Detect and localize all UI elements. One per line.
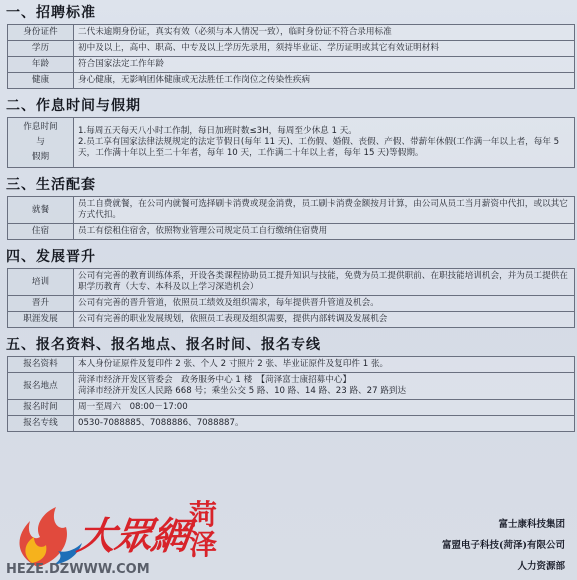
table-row <box>8 296 575 312</box>
key-line: 与 <box>36 137 45 147</box>
table-row <box>8 57 575 73</box>
row-value: 身心健康，无影响团体健康或无法胜任工作岗位之传染性疾病 <box>74 73 575 89</box>
table-row <box>8 25 575 41</box>
signature-group: 富士康科技集团 <box>498 519 565 530</box>
value-line: 0530-7088885、7088886、7088887。 <box>78 418 244 428</box>
section-title-recruitment-standards: 一、招聘标准 <box>6 5 96 21</box>
table-row <box>8 73 575 89</box>
value-line: 1.每周五天每天八小时工作制，每日加班时数≤3H，每周至少休息 1 天。 <box>78 126 357 136</box>
value-line: 菏泽市经济开发区人民路 668 号；乘坐公交 5 路、10 路、14 路、23 路、27 路到达 <box>78 386 407 396</box>
table-row <box>8 312 575 328</box>
table-row <box>8 357 575 373</box>
row-key: 报名专线 <box>8 416 74 432</box>
value-line: 菏泽市经济开发区管委会 政务服务中心 1 楼 【菏泽富士康招募中心】 <box>78 375 352 385</box>
row-key: 身份证件 <box>8 25 74 41</box>
row-key: 就餐 <box>8 197 74 224</box>
recruitment-standards-table <box>7 24 575 89</box>
row-value: 员工有偿租住宿舍，依照物业管理公司规定员工自行缴纳住宿费用 <box>74 224 575 240</box>
row-key: 报名时间 <box>8 400 74 416</box>
row-value: 符合国家法定工作年龄 <box>74 57 575 73</box>
row-value <box>74 373 575 400</box>
key-line: 作息时间 <box>23 122 58 132</box>
row-value: 初中及以上，高中、职高、中专及以上学历先录用，须持毕业证、学历证明或其它有效证明材料 <box>74 41 575 57</box>
row-key: 健康 <box>8 73 74 89</box>
section-title-living: 三、生活配套 <box>6 177 96 193</box>
signature-department: 人力资源部 <box>517 561 565 572</box>
row-value <box>74 357 575 373</box>
row-key: 培训 <box>8 269 74 296</box>
table-row <box>8 41 575 57</box>
row-value <box>74 400 575 416</box>
table-row <box>8 269 575 296</box>
row-value <box>74 118 575 168</box>
table-row <box>8 373 575 400</box>
row-value: 公司有完善的晋升管道，依照员工绩效及组织需求，每年提供晋升管道及机会。 <box>74 296 575 312</box>
value-line: 周一至周六 08:00－17:00 <box>78 402 188 412</box>
living-table <box>7 196 575 240</box>
row-key <box>8 118 74 168</box>
row-key: 职涯发展 <box>8 312 74 328</box>
section-title-work-hours: 二、作息时间与假期 <box>6 98 141 114</box>
table-row <box>8 224 575 240</box>
watermark-brand: 大眾網 <box>74 513 192 558</box>
row-value: 员工自费就餐，在公司内就餐可选择刷卡消费或现金消费，员工刷卡消费金额按月计算，由公司从员工当月薪资中代扣，或以其它方式代扣。 <box>74 197 575 224</box>
table-row <box>8 400 575 416</box>
application-table <box>7 356 575 432</box>
row-value: 二代未逾期身份证，真实有效（必须与本人情况一致），临时身份证不符合录用标准 <box>74 25 575 41</box>
value-line: 2.员工享有国家法律法规规定的法定节假日(每年 11 天)、工伤假、婚假、丧假、产假、带薪年休假(工作满一年以上者，每年 5 天，工作满十年以上至二十年者，每年 10 天，工作满二十年以上者，每年 15 天)等假期。 <box>78 137 560 158</box>
section-title-application: 五、报名资料、报名地点、报名时间、报名专线 <box>6 337 321 353</box>
section-title-development: 四、发展晋升 <box>6 249 96 265</box>
row-key: 住宿 <box>8 224 74 240</box>
row-value: 公司有完善的职业发展规划，依照员工表现及组织需要，提供内部转调及发展机会 <box>74 312 575 328</box>
row-key: 年龄 <box>8 57 74 73</box>
work-hours-table <box>7 117 575 168</box>
row-key: 报名地点 <box>8 373 74 400</box>
table-row <box>8 416 575 432</box>
row-value <box>74 416 575 432</box>
row-key: 报名资料 <box>8 357 74 373</box>
row-key: 晋升 <box>8 296 74 312</box>
watermark-city: 菏泽 <box>188 498 217 561</box>
row-key: 学历 <box>8 41 74 57</box>
key-line: 假期 <box>31 152 50 162</box>
row-value: 公司有完善的教育训练体系，开设各类课程协助员工提升知识与技能，免费为员工提供职前、在职技能培训机会，并为员工提供在职学历教育（大专、本科及以上学习深造机会） <box>74 269 575 296</box>
table-row <box>8 197 575 224</box>
table-row <box>8 118 575 168</box>
development-table <box>7 268 575 328</box>
signature-company: 富盟电子科技(菏泽)有限公司 <box>442 540 565 551</box>
value-line: 本人身份证原件及复印件 2 张、个人 2 寸照片 2 张、毕业证原件及复印件 1 张。 <box>78 359 389 369</box>
watermark-url: HEZE.DZWWW.COM <box>6 562 150 577</box>
